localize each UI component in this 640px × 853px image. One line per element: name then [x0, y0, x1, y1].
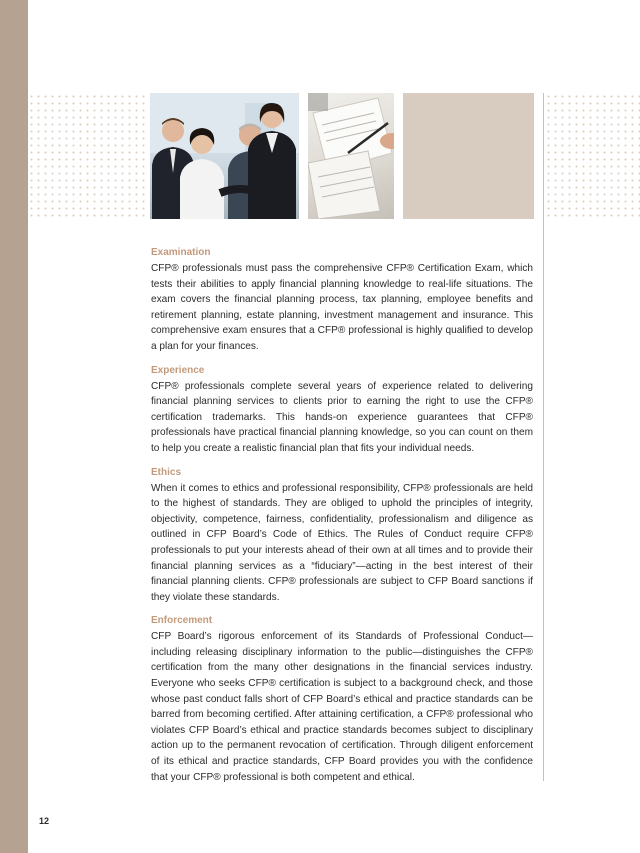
section-heading: Ethics [151, 466, 182, 478]
documents-pen-photo [308, 93, 394, 219]
section-examination [151, 245, 533, 355]
section-paragraph: CFP® professionals complete several years of experience related to delivering financial planning services to clients prior to earning the right to use the CFP® certification trademarks. This hands-on experience guarantees that CFP® professionals have practical financial planning knowledge, so you can count on them to help you create a realistic financial plan that fits your individual needs. [151, 380, 533, 454]
section-heading: Experience [151, 364, 205, 376]
section-enforcement [151, 613, 533, 785]
section-paragraph: When it comes to ethics and professional responsibility, CFP® professionals are held to the highest of standards. They are obliged to uphold the principles of integrity, objectivity, competence, fairness, confidentiality, professionalism and diligence as outlined in CFP Board’s Code of Ethics. The Rules of Conduct require CFP® professionals to put your interests ahead of their own at all times and to provide their financial planning services as a “fiduciary”—acting in the best interest of their financial planning clients. CFP® professionals are subject to CFP Board sanctions if they violate these standards. [151, 482, 533, 603]
business-team-photo [150, 93, 299, 219]
section-heading: Enforcement [151, 615, 213, 627]
page-number: 12 [39, 816, 50, 826]
dot-pattern-right [545, 93, 640, 219]
section-heading: Examination [151, 247, 211, 258]
section-paragraph: CFP Board’s rigorous enforcement of its Standards of Professional Conduct—including releasing disciplinary information to the public—distinguishes the CFP® certification from the many other designations in the financial services industry. Everyone who seeks CFP® certification is subject to a background check, and those whose past conduct falls short of CFP Board’s ethical and practice standards can be barred from becoming certified. After attaining certification, a CFP® professional who violates CFP Board’s ethical and practice standards becomes subject to disciplinary action up to the permanent revocation of certification. Through diligent enforcement of its ethical and practice standards, CFP Board provides you with the confidence that your CFP® professional is both competent and ethical. [151, 631, 533, 783]
section-experience [151, 363, 533, 457]
body-content [151, 245, 533, 793]
color-swatch-block [403, 93, 534, 219]
section-paragraph: CFP® professionals must pass the comprehensive CFP® Certification Exam, which tests their abilities to apply financial planning knowledge to real-life situations. The exam covers the financial planning process, tax planning, employee benefits and retirement planning, estate planning, investment management and insurance. This comprehensive exam ensures that a CFP® professional is highly qualified to develop a plan for your finances. [151, 263, 533, 352]
side-bar [0, 0, 28, 853]
vertical-rule [543, 93, 544, 781]
section-ethics [151, 465, 533, 606]
dot-pattern-left [28, 93, 148, 219]
